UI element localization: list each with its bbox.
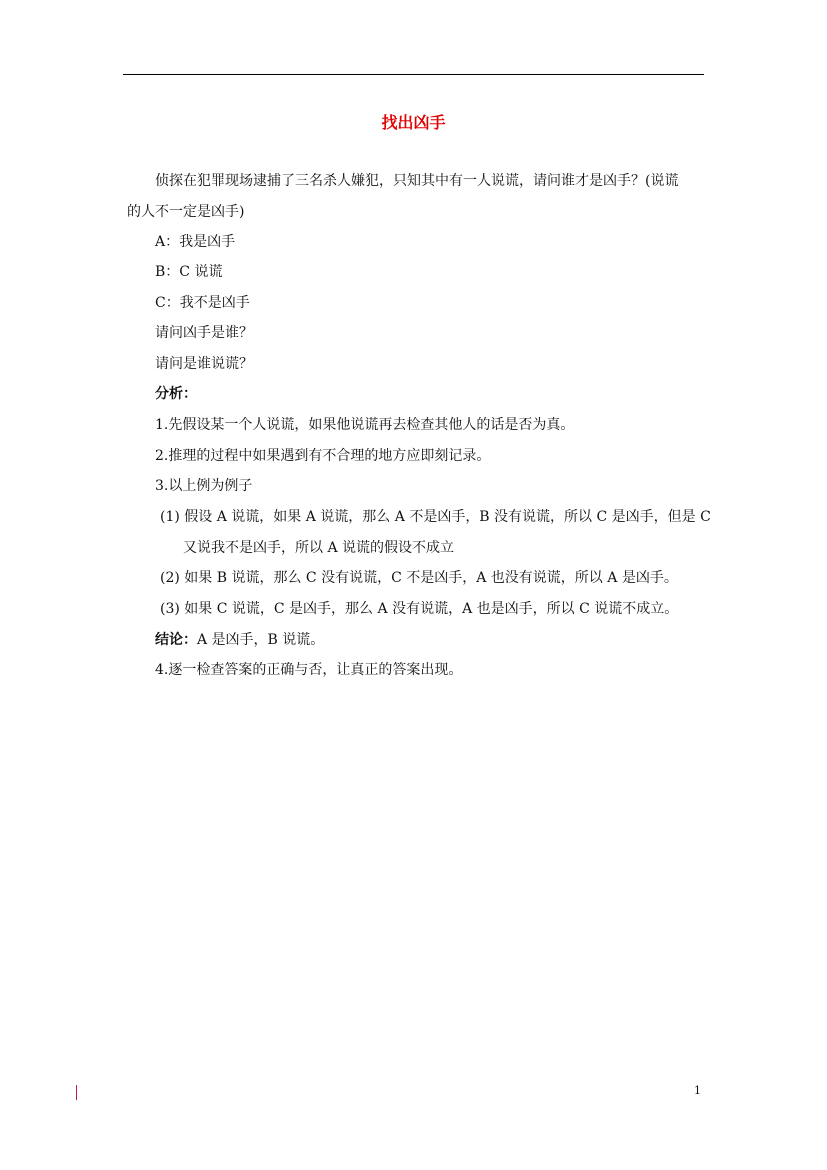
statement-b: B：C 说谎 [155, 264, 223, 280]
statement-a: A：我是凶手 [155, 234, 236, 250]
document-title: 找出凶手 [381, 113, 446, 132]
question-liar: 请问是谁说谎？ [155, 356, 253, 372]
conclusion-label: 结论： [155, 632, 197, 648]
analysis-heading: 分析： [155, 386, 197, 402]
conclusion [155, 630, 324, 650]
intro-line-2: 的人不一定是凶手) [127, 204, 245, 220]
case-3: (3) 如果 C 说谎，C 是凶手，那么 A 没有说谎，A 也是凶手，所以 C 说谎不成立。 [160, 601, 679, 617]
analysis-step-4: 4.逐一检查答案的正确与否，让真正的答案出现。 [155, 662, 463, 678]
statement-c: C：我不是凶手 [155, 295, 250, 311]
intro-line-1: 侦探在犯罪现场逮捕了三名杀人嫌犯，只知其中有一人说谎，请问谁才是凶手？(说谎 [155, 173, 679, 189]
analysis-step-2: 2.推理的过程中如果遇到有不合理的地方应即刻记录。 [155, 448, 491, 464]
header-rule [123, 74, 704, 75]
margin-mark [76, 1085, 77, 1100]
case-1-line-1: (1) 假设 A 说谎，如果 A 说谎，那么 A 不是凶手，B 没有说谎，所以 C 是凶手，但是 C [160, 509, 711, 525]
analysis-step-1: 1.先假设某一个人说谎，如果他说谎再去检查其他人的话是否为真。 [155, 417, 575, 433]
page-number: 1 [694, 1084, 701, 1097]
case-1-line-2: 又说我不是凶手，所以 A 说谎的假设不成立 [183, 540, 455, 556]
question-killer: 请问凶手是谁？ [155, 325, 253, 341]
analysis-step-3: 3.以上例为例子 [155, 478, 253, 494]
case-2: (2) 如果 B 说谎，那么 C 没有说谎，C 不是凶手，A 也没有说谎，所以 A 是凶手。 [160, 570, 678, 586]
conclusion-text: A 是凶手，B 说谎。 [197, 632, 325, 648]
